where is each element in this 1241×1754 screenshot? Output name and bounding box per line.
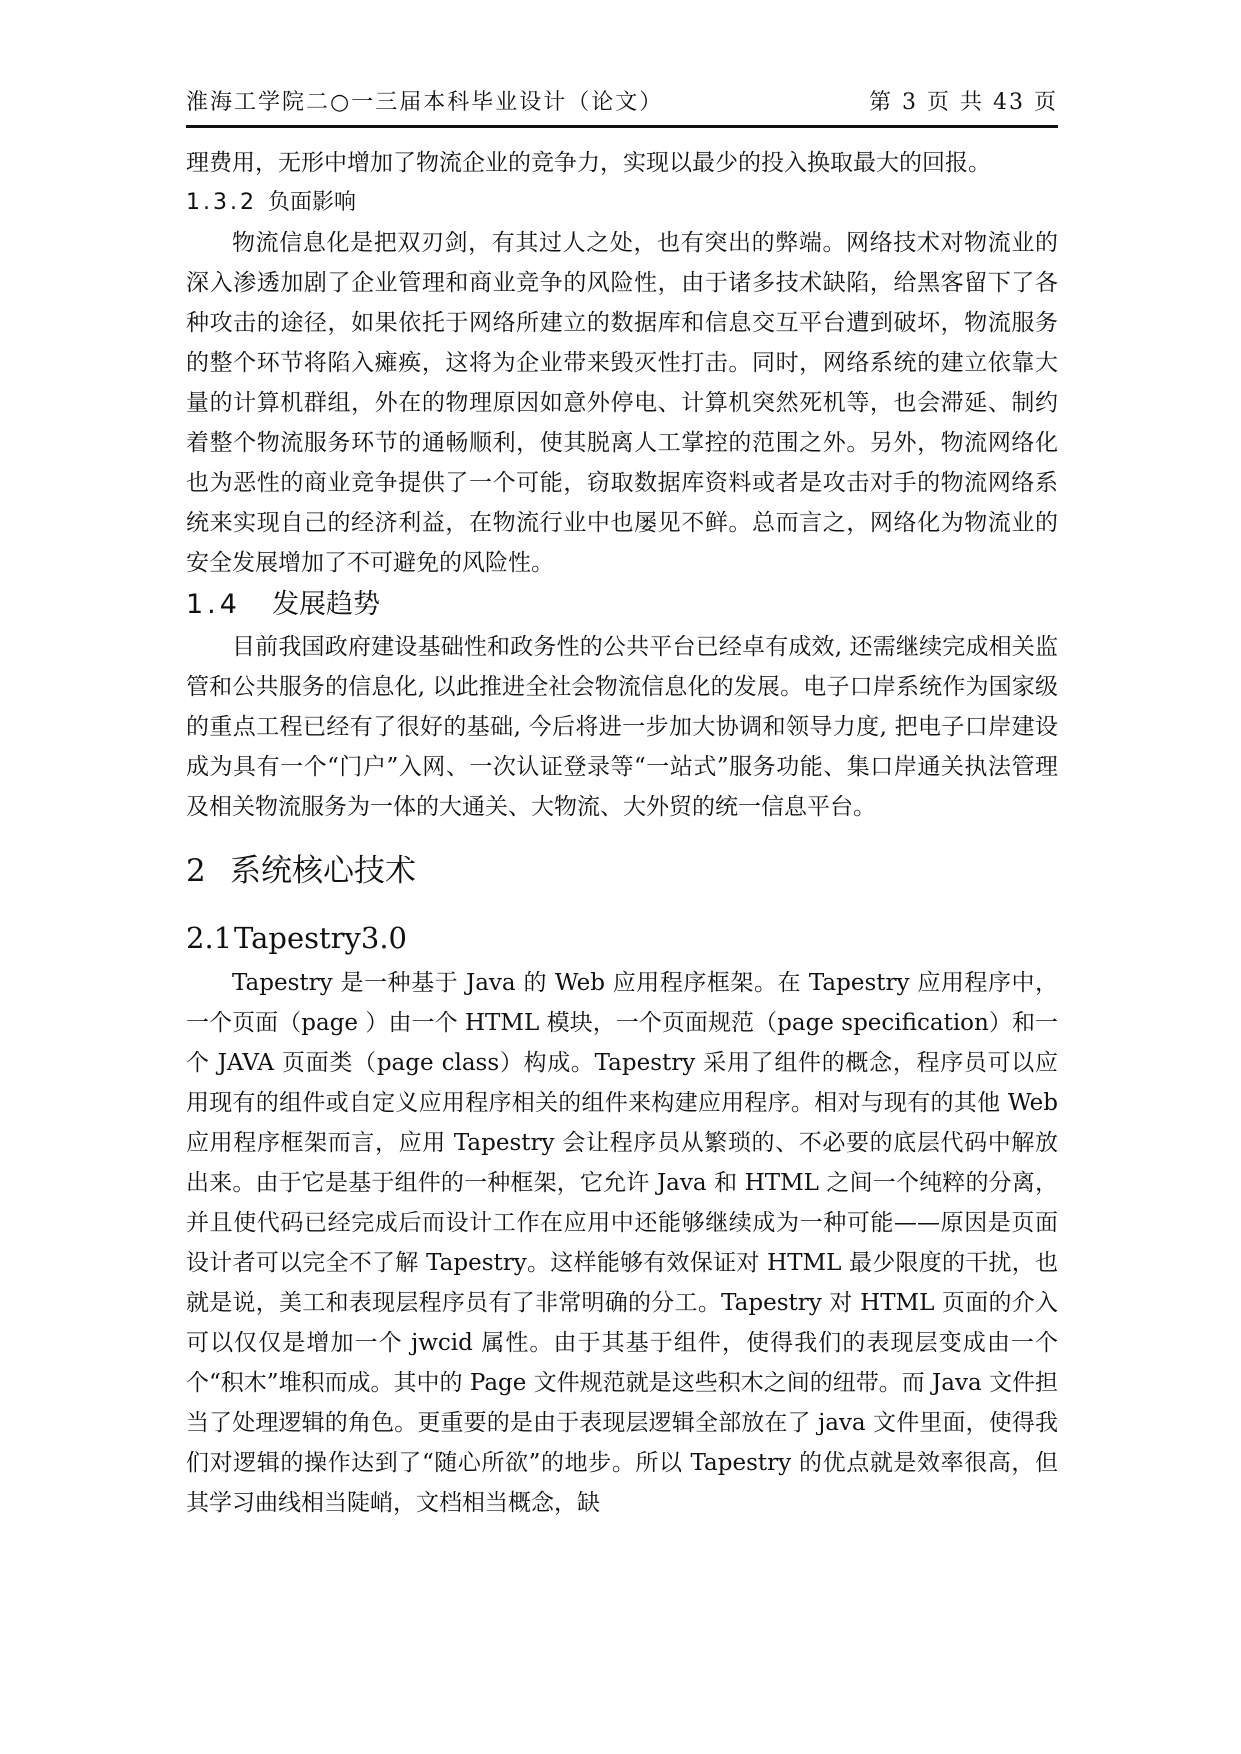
section-heading-1-3-2 xyxy=(186,183,1058,223)
chapter-number: 2 xyxy=(186,853,206,889)
section-number: 1.4 xyxy=(186,589,241,620)
section-number: 2.1 xyxy=(186,921,233,955)
section-heading-1-4 xyxy=(186,583,1058,627)
section-title: 发展趋势 xyxy=(272,589,380,620)
paragraph-development-trend: 目前我国政府建设基础性和政务性的公共平台已经卓有成效, 还需继续完成相关监管和公共服务的信息化, 以此推进全社会物流信息化的发展。电子口岸系统作为国家级的重点工程已经有了很好的基础, 今后将进一步加大协调和领导力度, 把电子口岸建设成为具有一个“门户”入网、一次认证登录等“一站式”服务功能、集口岸通关执法管理及相关物流服务为一体的大通关、大物流、大外贸的统一信息平台。 xyxy=(186,634,1058,820)
header-page-number: 第 3 页 共 43 页 xyxy=(869,90,1058,115)
chapter-title: 系统核心技术 xyxy=(230,853,416,889)
paragraph-negative-impact: 物流信息化是把双刃剑，有其过人之处，也有突出的弊端。网络技术对物流业的深入渗透加剧了企业管理和商业竞争的风险性，由于诸多技术缺陷，给黑客留下了各种攻击的途径，如果依托于网络所建立的数据库和信息交互平台遭到破坏，物流服务的整个环节将陷入瘫痪，这将为企业带来毁灭性打击。同时，网络系统的建立依靠大量的计算机群组，外在的物理原因如意外停电、计算机突然死机等，也会滞延、制约着整个物流服务环节的通畅顺利，使其脱离人工掌控的范围之外。另外，物流网络化也为恶性的商业竞争提供了一个可能，窃取数据库资料或者是攻击对手的物流网络系统来实现自己的经济利益，在物流行业中也屡见不鲜。总而言之，网络化为物流业的安全发展增加了不可避免的风险性。 xyxy=(186,230,1058,576)
section-number: 1.3.2 xyxy=(186,190,257,215)
section-title: 负面影响 xyxy=(268,190,357,215)
header-divider xyxy=(186,125,1058,128)
header-thesis-title: 淮海工学院二○一三届本科毕业设计（论文） xyxy=(186,90,664,115)
section-heading-2-1 xyxy=(186,913,1058,963)
paragraph-tapestry: Tapestry 是一种基于 Java 的 Web 应用程序框架。在 Tapestry 应用程序中，一个页面（page ）由一个 HTML 模块，一个页面规范（page specification）和一个 JAVA 页面类（page class）构成。Tapestry 采用了组件的概念，程序员可以应用现有的组件或自定义应用程序相关的组件来构建应用程序。相对与现有的其他 Web 应用程序框架而言，应用 Tapestry 会让程序员从繁琐的、不必要的底层代码中解放出来。由于它是基于组件的一种框架，它允许 Java 和 HTML 之间一个纯粹的分离，并且使代码已经完成后而设计工作在应用中还能够继续成为一种可能——原因是页面设计者可以完全不了解 Tapestry。这样能够有效保证对 HTML 最少限度的干扰，也就是说，美工和表现层程序员有了非常明确的分工。Tapestry 对 HTML 页面的介入可以仅仅是增加一个 jwcid 属性。由于其基于组件，使得我们的表现层变成由一个个“积木”堆积而成。其中的 Page 文件规范就是这些积木之间的纽带。而 Java 文件担当了处理逻辑的角色。更重要的是由于表现层逻辑全部放在了 java 文件里面，使得我们对逻辑的操作达到了“随心所欲”的地步。所以 Tapestry 的优点就是效率很高，但其学习曲线相当陡峭，文档相当概念，缺 xyxy=(186,970,1058,1516)
paragraph-continued: 理费用，无形中增加了物流企业的竞争力，实现以最少的投入换取最大的回报。 xyxy=(186,150,991,176)
page-header xyxy=(186,86,1058,120)
section-title: Tapestry3.0 xyxy=(234,921,408,955)
chapter-heading-2 xyxy=(186,845,1058,897)
page-content xyxy=(186,143,1058,1523)
